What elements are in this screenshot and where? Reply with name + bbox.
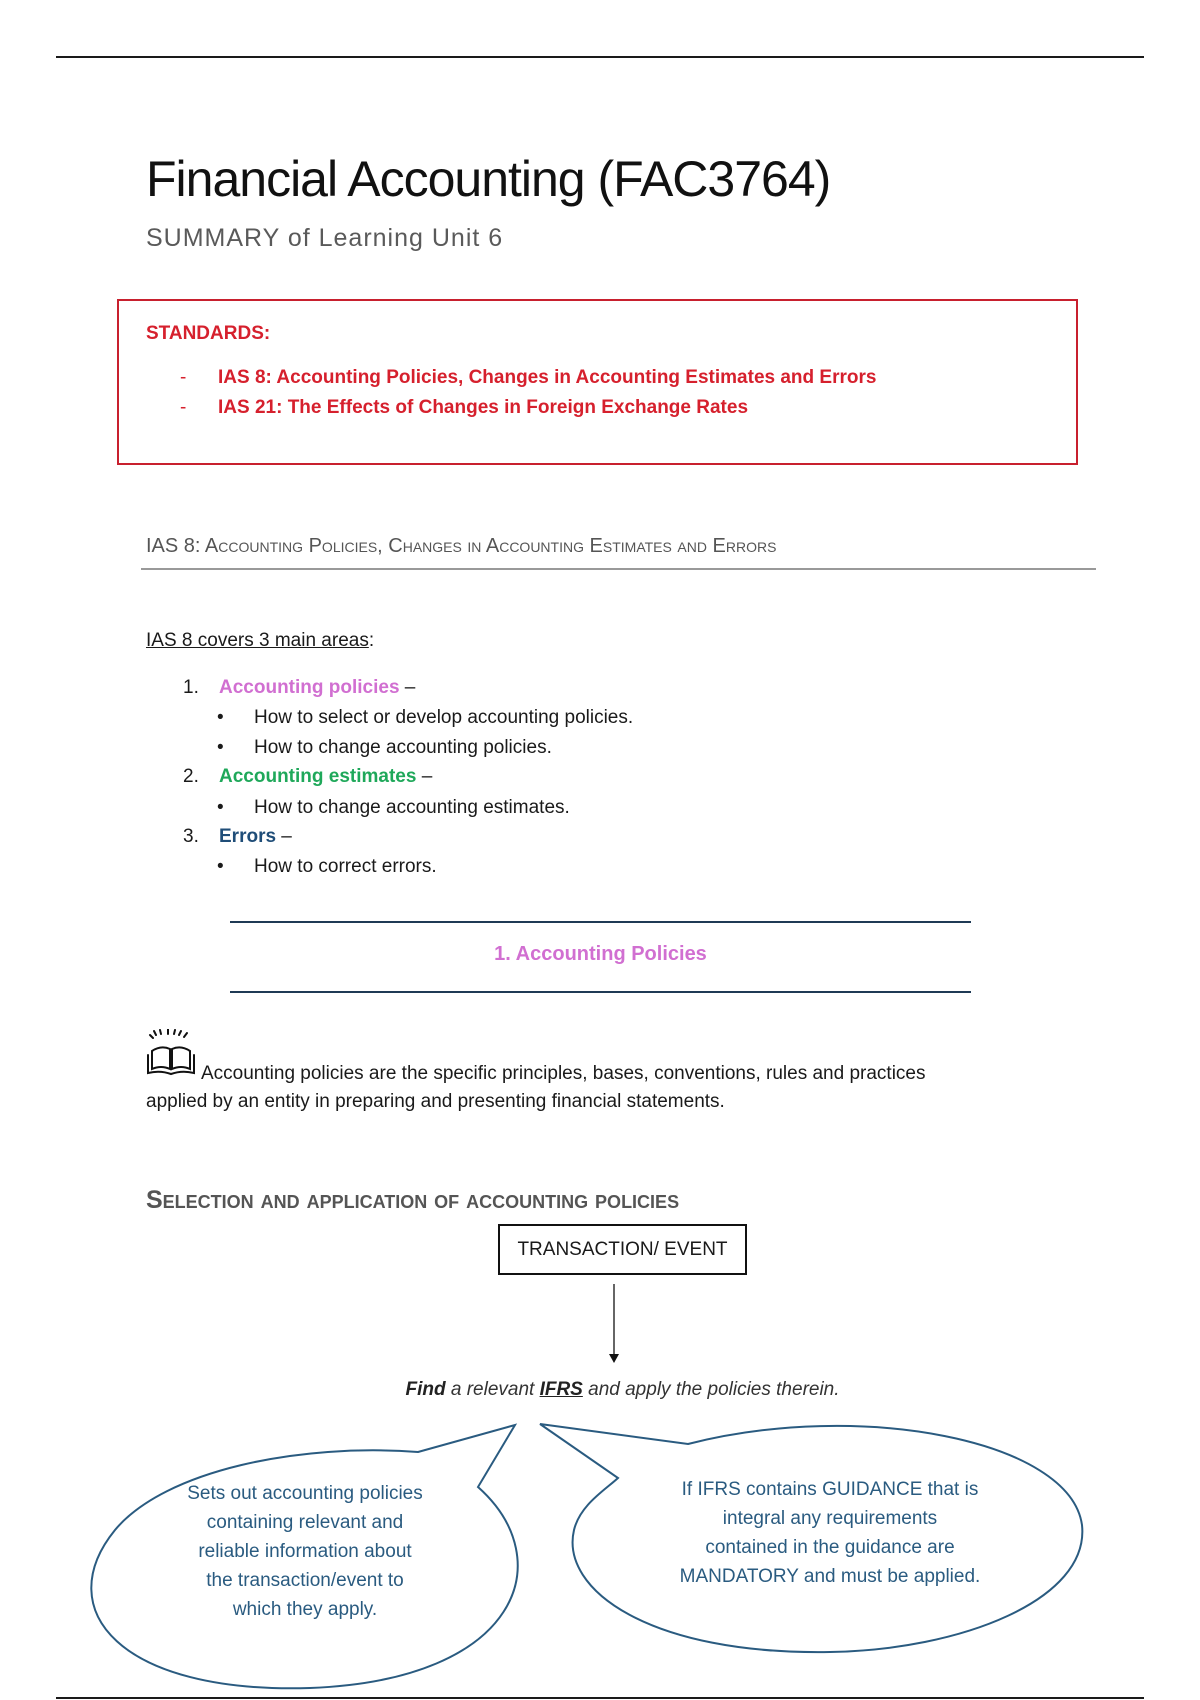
bubble-line: containing relevant and: [206, 1512, 404, 1533]
page-title: Financial Accounting (FAC3764): [146, 151, 831, 207]
area-label-errors: Errors: [219, 826, 277, 847]
area-suffix: –: [399, 677, 416, 698]
find-ifrs: IFRS: [539, 1379, 583, 1400]
area-label-policies: Accounting policies: [219, 677, 400, 698]
area-suffix: –: [416, 766, 433, 787]
flow-arrow-head: [609, 1354, 619, 1363]
dash-marker: -: [180, 397, 187, 418]
selection-heading: Selection and application of accounting policies: [146, 1186, 680, 1214]
bullet-text: How to select or develop accounting policies.: [254, 707, 634, 728]
list-bullet: [217, 797, 570, 819]
list-number: 2.: [183, 766, 199, 787]
bubble-line: the transaction/event to: [206, 1570, 404, 1591]
find-ifrs-instruction: [300, 1379, 945, 1401]
standard-item-text: IAS 8: Accounting Policies, Changes in Accounting Estimates and Errors: [218, 367, 877, 388]
book-icon: [146, 1029, 196, 1077]
bottom-rule: [56, 1697, 1144, 1699]
section-rule: [141, 568, 1096, 570]
area-suffix: –: [276, 826, 292, 847]
bubble-line: integral any requirements: [722, 1508, 938, 1529]
top-rule: [56, 56, 1144, 58]
bullet-glyph: •: [217, 737, 224, 758]
bubble-line: which they apply.: [232, 1599, 378, 1620]
section-heading: IAS 8: Accounting Policies, Changes in Accounting Estimates and Errors: [146, 535, 777, 557]
list-number: 3.: [183, 826, 199, 847]
bullet-glyph: •: [217, 707, 224, 728]
list-bullet: [217, 737, 552, 759]
transaction-event-box: TRANSACTION/ EVENT: [498, 1224, 747, 1275]
subsection-heading: 1. Accounting Policies: [494, 943, 707, 965]
bubble-line: contained in the guidance are: [705, 1537, 955, 1558]
find-end: and apply the policies therein.: [582, 1379, 840, 1400]
dash-marker: -: [180, 367, 187, 388]
find-mid: a relevant: [445, 1379, 540, 1400]
standard-item-text: IAS 21: The Effects of Changes in Foreign Exchange Rates: [218, 397, 749, 418]
list-item-errors: [183, 826, 292, 848]
list-item-policies: [183, 677, 415, 699]
bullet-glyph: •: [217, 797, 224, 818]
list-bullet: [217, 707, 633, 729]
bubble-right-text: [640, 1475, 1020, 1591]
area-label-estimates: Accounting estimates: [219, 766, 417, 787]
bubble-line: Sets out accounting policies: [187, 1483, 423, 1504]
bullet-glyph: •: [217, 856, 224, 877]
standard-item: [180, 397, 748, 419]
band-rule-top: [230, 921, 971, 923]
bubble-line: MANDATORY and must be applied.: [679, 1566, 981, 1587]
find-bold: Find: [405, 1379, 446, 1400]
bullet-text: How to change accounting estimates.: [254, 797, 570, 818]
definition-line-1: Accounting policies are the specific principles, bases, conventions, rules and practices: [201, 1063, 926, 1084]
bubble-left-text: [150, 1479, 460, 1624]
covers-intro-colon: :: [368, 630, 375, 651]
covers-intro-text: IAS 8 covers 3 main areas: [146, 630, 369, 651]
list-item-estimates: [183, 766, 432, 788]
page-subtitle: SUMMARY of Learning Unit 6: [146, 224, 504, 252]
list-number: 1.: [183, 677, 199, 698]
bullet-text: How to correct errors.: [254, 856, 437, 877]
covers-intro: [146, 630, 374, 652]
bullet-text: How to change accounting policies.: [254, 737, 552, 758]
bubble-line: reliable information about: [198, 1541, 412, 1562]
definition-line-2: applied by an entity in preparing and presenting financial statements.: [146, 1091, 725, 1112]
list-bullet: [217, 856, 437, 878]
bubble-line: If IFRS contains GUIDANCE that is: [681, 1479, 979, 1500]
standard-item: [180, 367, 876, 389]
standards-heading: STANDARDS:: [146, 323, 271, 344]
band-rule-bottom: [230, 991, 971, 993]
